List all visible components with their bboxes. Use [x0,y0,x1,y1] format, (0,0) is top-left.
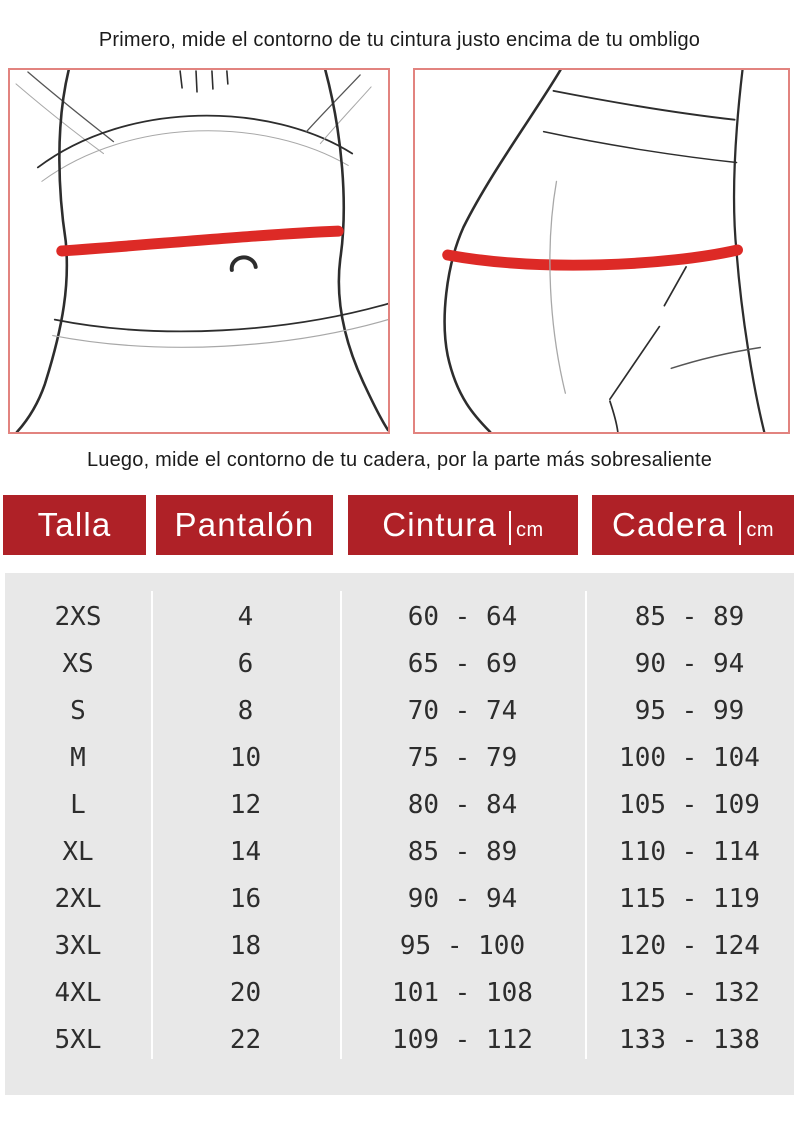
cell-talla: 5XL [54,1024,102,1055]
cell-talla: 2XL [54,883,102,914]
column-divider [585,591,587,1059]
cell-talla: 3XL [54,930,102,961]
cell-cadera: 115 - 119 [619,883,760,914]
measurement-figures [0,68,799,434]
unit-divider-bar [509,511,511,545]
cell-cadera: 110 - 114 [619,836,760,867]
cell-cadera: 125 - 132 [619,977,760,1008]
header-cintura [348,495,578,555]
size-table-body [5,573,794,1095]
cell-talla: M [70,742,86,773]
table-row [5,734,794,781]
cell-cintura: 95 - 100 [399,930,526,961]
header-cintura-label: Cintura [382,506,498,543]
table-row [5,640,794,687]
header-pantalon-label: Pantalón [174,506,315,543]
cell-pantalon: 14 [229,836,262,867]
cell-talla: L [70,789,86,820]
waist-instruction: Primero, mide el contorno de tu cintura justo encima de tu ombligo [98,29,701,51]
header-talla-label: Talla [37,506,112,543]
table-row [5,593,794,640]
cell-talla: S [70,695,86,726]
cell-pantalon: 8 [237,695,254,726]
cell-pantalon: 4 [237,601,254,632]
hip-figure-box [413,68,790,434]
table-row [5,922,794,969]
cell-cintura: 80 - 84 [407,789,518,820]
hip-instruction: Luego, mide el contorno de tu cadera, por la parte más sobresaliente [86,449,713,471]
hip-measurement-illustration [415,70,788,432]
size-guide-page [0,27,799,1127]
cell-pantalon: 22 [229,1024,262,1055]
cell-cintura: 70 - 74 [407,695,518,726]
cell-cintura: 90 - 94 [407,883,518,914]
cell-cadera: 95 - 99 [634,695,745,726]
column-divider [340,591,342,1059]
header-pantalon [156,495,333,555]
header-talla [3,495,146,555]
cell-cadera: 85 - 89 [634,601,745,632]
cell-cintura: 60 - 64 [407,601,518,632]
table-row [5,1016,794,1063]
header-cadera [592,495,794,555]
column-divider [151,591,153,1059]
table-row [5,687,794,734]
unit-divider-bar [739,511,741,545]
cell-talla: 2XS [54,601,102,632]
cell-pantalon: 10 [229,742,262,773]
cell-cintura: 75 - 79 [407,742,518,773]
cell-cadera: 100 - 104 [619,742,760,773]
cell-cadera: 120 - 124 [619,930,760,961]
waist-figure-box [8,68,390,434]
waist-measurement-illustration [10,70,388,432]
table-row [5,875,794,922]
cell-cadera: 133 - 138 [619,1024,760,1055]
cell-talla: XL [62,836,94,867]
cell-talla: 4XL [54,977,102,1008]
header-cadera-unit: cm [746,518,775,541]
table-row [5,781,794,828]
cell-pantalon: 20 [229,977,262,1008]
table-row [5,828,794,875]
header-cintura-unit: cm [516,518,544,541]
header-cadera-label: Cadera [611,506,728,543]
size-table-header [0,495,799,555]
cell-cintura: 65 - 69 [407,648,518,679]
cell-pantalon: 16 [229,883,262,914]
cell-cintura: 109 - 112 [392,1024,533,1055]
cell-cadera: 105 - 109 [619,789,760,820]
cell-pantalon: 18 [229,930,262,961]
cell-cintura: 85 - 89 [407,836,518,867]
cell-pantalon: 12 [229,789,262,820]
cell-cadera: 90 - 94 [634,648,745,679]
table-row [5,969,794,1016]
cell-pantalon: 6 [237,648,254,679]
cell-talla: XS [62,648,94,679]
cell-cintura: 101 - 108 [392,977,533,1008]
size-table [0,495,799,1095]
